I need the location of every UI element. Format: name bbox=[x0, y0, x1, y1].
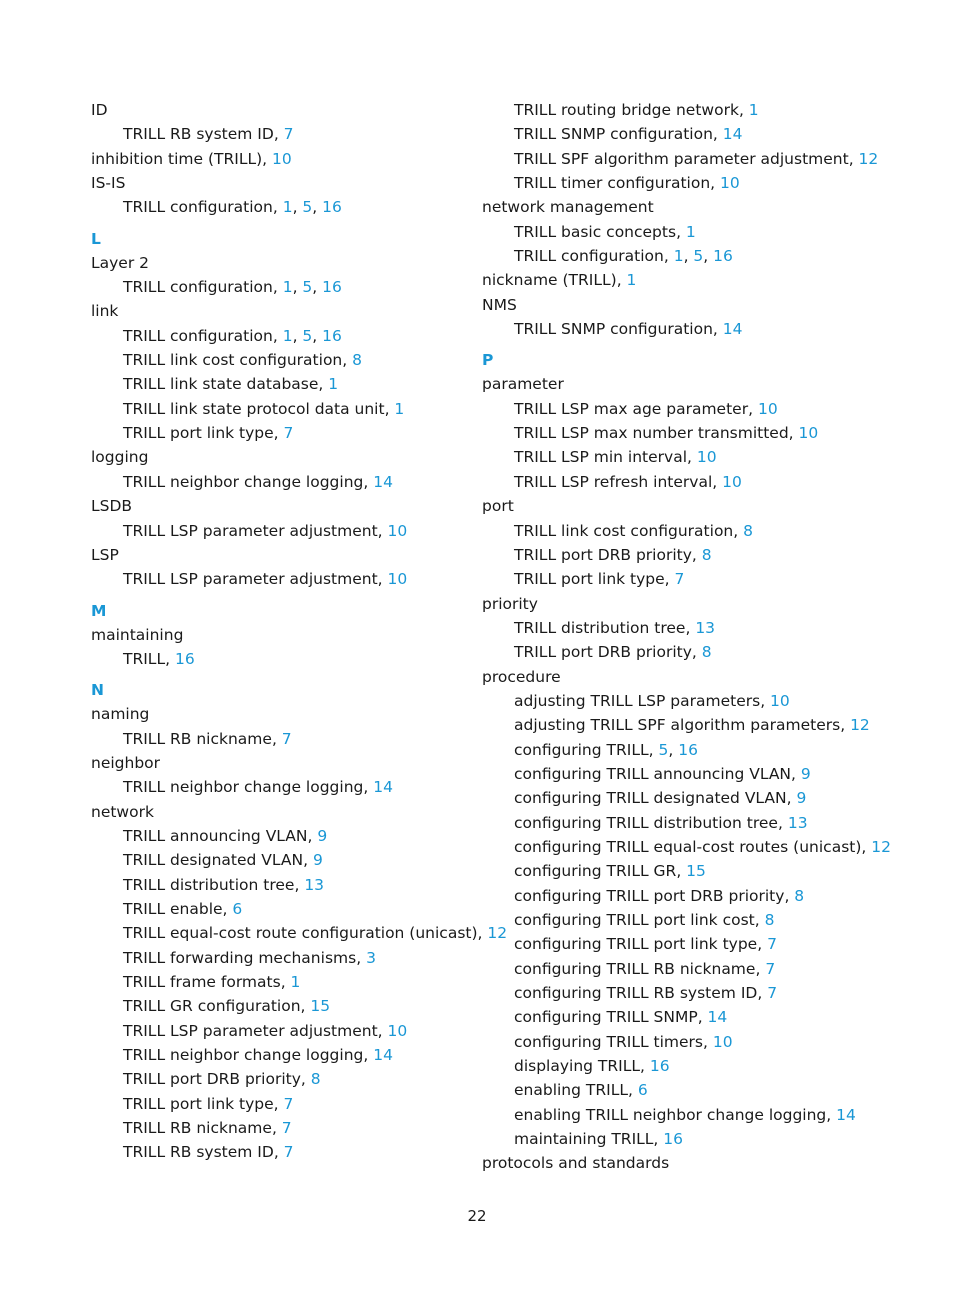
page-link-trill-port-drb-priority-0[interactable]: 8 bbox=[310, 1070, 321, 1089]
index-subentry: TRILL port DRB priority, 8 bbox=[123, 1070, 321, 1089]
index-term bbox=[91, 494, 531, 518]
page-link-trill-port-drb-priority-0[interactable]: 8 bbox=[701, 643, 712, 662]
page-link-trill-lsp-refresh-interval-0[interactable]: 10 bbox=[722, 472, 742, 491]
entry-label: parameter bbox=[482, 375, 564, 394]
entry-label: TRILL link cost configuration bbox=[514, 521, 734, 540]
entry-label: TRILL port DRB priority bbox=[514, 643, 692, 662]
page-link-trill-port-link-type-0[interactable]: 7 bbox=[283, 424, 294, 443]
entry-label: TRILL SNMP configuration bbox=[514, 125, 713, 144]
page-link-trill-lsp-parameter-adjustment-0[interactable]: 10 bbox=[387, 521, 408, 540]
index-term bbox=[91, 702, 531, 726]
page-link-trill-forwarding-mechanisms-0[interactable]: 3 bbox=[366, 948, 376, 967]
index-term bbox=[91, 751, 531, 775]
index-subentry: configuring TRILL RB system ID, 7 bbox=[514, 984, 778, 1003]
index-subentry: TRILL enable, 6 bbox=[123, 899, 243, 918]
page-link-configuring-trill-rb-nickname-0[interactable]: 7 bbox=[765, 959, 776, 978]
index-subentry: TRILL GR configuration, 15 bbox=[123, 997, 331, 1016]
entry-label: port bbox=[482, 497, 514, 516]
entry-label: maintaining bbox=[91, 625, 184, 644]
entry-label: configuring TRILL GR bbox=[514, 862, 677, 881]
index-subentry: adjusting TRILL LSP parameters, 10 bbox=[514, 691, 790, 710]
page-link-trill-designated-vlan-0[interactable]: 9 bbox=[312, 851, 323, 870]
index-subentry: TRILL link cost configuration, 8 bbox=[123, 351, 362, 370]
page-link-nickname-trill-0[interactable]: 1 bbox=[626, 271, 637, 290]
page-link-trill-spf-algorithm-parameter-adjustment-0[interactable]: 12 bbox=[858, 149, 879, 168]
page-link-trill-announcing-vlan-0[interactable]: 9 bbox=[317, 826, 328, 845]
page-link-trill-configuration-0[interactable]: 1 bbox=[673, 247, 684, 266]
page-link-configuring-trill-equal-cost-routes-unicast-0[interactable]: 12 bbox=[871, 837, 891, 856]
index-term bbox=[482, 592, 922, 616]
index-subentry: TRILL equal-cost route configuration (unicast), 12 bbox=[123, 924, 508, 943]
index-subentry: TRILL designated VLAN, 9 bbox=[123, 851, 323, 870]
page-link-trill-configuration-1[interactable]: 5 bbox=[302, 278, 313, 297]
page-link-trill-neighbor-change-logging-0[interactable]: 14 bbox=[373, 472, 393, 491]
page-link-trill-neighbor-change-logging-0[interactable]: 14 bbox=[373, 1046, 393, 1065]
entry-label: displaying TRILL bbox=[514, 1057, 641, 1076]
entry-label: network management bbox=[482, 198, 654, 217]
entry-label: adjusting TRILL SPF algorithm parameters bbox=[514, 716, 841, 735]
page-link-inhibition-time-trill-0[interactable]: 10 bbox=[272, 149, 292, 168]
entry-label: naming bbox=[91, 705, 150, 724]
entry-label: TRILL port link type bbox=[123, 1094, 274, 1113]
page-link-trill-rb-nickname-0[interactable]: 7 bbox=[281, 729, 292, 748]
index-letter-heading: P bbox=[482, 351, 494, 370]
entry-label: TRILL neighbor change logging bbox=[123, 472, 364, 491]
page-link-trill-link-cost-configuration-0[interactable]: 8 bbox=[743, 521, 753, 540]
index-term bbox=[482, 195, 922, 219]
page-link-configuring-trill-gr-0[interactable]: 15 bbox=[686, 862, 706, 881]
entry-label: maintaining TRILL bbox=[514, 1130, 654, 1149]
entry-label: priority bbox=[482, 594, 538, 613]
page-number: 22 bbox=[467, 1207, 487, 1225]
entry-label: configuring TRILL SNMP bbox=[514, 1008, 698, 1027]
page-link-trill-configuration-0[interactable]: 1 bbox=[282, 326, 293, 345]
page-link-enabling-trill-neighbor-change-logging-0[interactable]: 14 bbox=[836, 1105, 856, 1124]
page-link-configuring-trill-port-drb-priority-0[interactable]: 8 bbox=[794, 886, 805, 905]
entry-label: configuring TRILL RB system ID bbox=[514, 984, 758, 1003]
page-link-configuring-trill-1[interactable]: 16 bbox=[678, 740, 698, 759]
index-subentry: TRILL LSP refresh interval, 10 bbox=[514, 472, 742, 491]
index-term bbox=[482, 293, 922, 317]
index-subentry: maintaining TRILL, 16 bbox=[514, 1130, 684, 1149]
index-subentry: TRILL routing bridge network, 1 bbox=[514, 101, 759, 119]
entry-label: LSDB bbox=[91, 497, 133, 516]
page-link-trill-link-state-database-0[interactable]: 1 bbox=[328, 375, 339, 394]
page-link-trill-link-state-protocol-data-unit-0[interactable]: 1 bbox=[394, 399, 405, 418]
index-term bbox=[91, 445, 531, 469]
entry-label: TRILL GR configuration bbox=[123, 997, 301, 1016]
entry-label: TRILL basic concepts bbox=[514, 222, 677, 241]
page-link-configuring-trill-0[interactable]: 5 bbox=[658, 740, 669, 759]
entry-label: TRILL neighbor change logging bbox=[123, 1046, 364, 1065]
index-column-left bbox=[91, 98, 531, 1165]
page-link-trill-port-drb-priority-0[interactable]: 8 bbox=[701, 545, 712, 564]
index-subentry: TRILL link state protocol data unit, 1 bbox=[123, 399, 405, 418]
entry-label: network bbox=[91, 802, 154, 821]
index-subentry: TRILL port link type, 7 bbox=[123, 1094, 294, 1113]
index-term: inhibition time (TRILL), 10 bbox=[91, 149, 292, 168]
index-subentry: configuring TRILL, 5, 16 bbox=[514, 740, 698, 759]
page-link-trill-lsp-max-number-transmitted-0[interactable]: 10 bbox=[798, 424, 819, 443]
index-subentry: TRILL RB system ID, 7 bbox=[123, 125, 294, 144]
entry-label: configuring TRILL equal-cost routes (unicast) bbox=[514, 837, 862, 856]
page-link-trill-lsp-parameter-adjustment-0[interactable]: 10 bbox=[387, 570, 408, 589]
index-letter-heading: N bbox=[91, 681, 104, 700]
index-subentry: TRILL configuration, 1, 5, 16 bbox=[123, 326, 342, 345]
entry-label: TRILL neighbor change logging bbox=[123, 778, 364, 797]
page-link-trill-rb-nickname-0[interactable]: 7 bbox=[281, 1119, 292, 1138]
index-subentry: configuring TRILL port DRB priority, 8 bbox=[514, 886, 805, 905]
entry-label: TRILL LSP parameter adjustment bbox=[123, 570, 378, 589]
index-subentry: TRILL LSP parameter adjustment, 10 bbox=[123, 1021, 408, 1040]
index-subentry: TRILL SNMP configuration, 14 bbox=[514, 125, 743, 144]
index-subentry: TRILL timer configuration, 10 bbox=[514, 174, 740, 193]
index-subentry: configuring TRILL timers, 10 bbox=[514, 1032, 733, 1051]
index-subentry: TRILL basic concepts, 1 bbox=[514, 222, 696, 241]
index-subentry: TRILL LSP min interval, 10 bbox=[514, 448, 717, 467]
entry-label: NMS bbox=[482, 295, 517, 314]
page-link-configuring-trill-timers-0[interactable]: 10 bbox=[712, 1032, 733, 1051]
entry-label: TRILL configuration bbox=[123, 326, 273, 345]
index-term bbox=[91, 251, 531, 275]
index-subentry: configuring TRILL SNMP, 14 bbox=[514, 1008, 728, 1027]
page-link-trill-configuration-0[interactable]: 1 bbox=[282, 198, 293, 217]
entry-label: TRILL configuration bbox=[123, 198, 273, 217]
entry-label: TRILL RB nickname bbox=[123, 729, 272, 748]
entry-label: configuring TRILL timers bbox=[514, 1032, 703, 1051]
page-link-trill-lsp-max-age-parameter-0[interactable]: 10 bbox=[757, 399, 778, 418]
page-link-configuring-trill-announcing-vlan-0[interactable]: 9 bbox=[800, 764, 811, 783]
entry-label: logging bbox=[91, 448, 149, 467]
index-term bbox=[91, 171, 531, 195]
page-link-configuring-trill-port-link-cost-0[interactable]: 8 bbox=[764, 911, 775, 929]
page-link-trill-configuration-2[interactable]: 16 bbox=[322, 198, 342, 217]
index-subentry: TRILL neighbor change logging, 14 bbox=[123, 472, 393, 491]
page-link-configuring-trill-distribution-tree-0[interactable]: 13 bbox=[787, 813, 808, 832]
index-term bbox=[91, 299, 531, 323]
index-subentry: TRILL port link type, 7 bbox=[123, 424, 294, 443]
index-column-right bbox=[482, 98, 922, 1176]
page-link-enabling-trill-0[interactable]: 6 bbox=[637, 1081, 648, 1100]
entry-label: TRILL routing bridge network bbox=[514, 101, 739, 119]
entry-label: TRILL distribution tree bbox=[514, 618, 686, 637]
index-subentry: configuring TRILL distribution tree, 13 bbox=[514, 813, 808, 832]
page-link-trill-snmp-configuration-0[interactable]: 14 bbox=[722, 320, 743, 339]
entry-label: configuring TRILL port link cost bbox=[514, 911, 755, 929]
entry-label: configuring TRILL distribution tree bbox=[514, 813, 778, 832]
page-link-trill-basic-concepts-0[interactable]: 1 bbox=[685, 222, 696, 241]
index-letter-heading: L bbox=[91, 229, 101, 248]
entry-label: configuring TRILL RB nickname bbox=[514, 959, 756, 978]
page-link-trill-neighbor-change-logging-0[interactable]: 14 bbox=[373, 778, 393, 797]
entry-label: protocols and standards bbox=[482, 1154, 670, 1173]
page-link-trill-rb-system-id-0[interactable]: 7 bbox=[283, 125, 294, 144]
entry-label: LSP bbox=[91, 545, 119, 564]
entry-label: nickname (TRILL) bbox=[482, 271, 617, 290]
entry-label: configuring TRILL port link type bbox=[514, 935, 758, 954]
index-subentry: TRILL announcing VLAN, 9 bbox=[123, 826, 328, 845]
page-link-configuring-trill-port-link-type-0[interactable]: 7 bbox=[767, 935, 777, 954]
index-term bbox=[482, 665, 922, 689]
page-link-trill-configuration-1[interactable]: 5 bbox=[693, 247, 704, 266]
index-subentry: TRILL LSP parameter adjustment, 10 bbox=[123, 570, 408, 589]
index-subentry: configuring TRILL port link cost, 8 bbox=[514, 911, 775, 929]
entry-label: TRILL link state protocol data unit bbox=[123, 399, 385, 418]
entry-label: enabling TRILL neighbor change logging bbox=[514, 1105, 827, 1124]
entry-label: TRILL LSP parameter adjustment bbox=[123, 521, 378, 540]
entry-label: TRILL configuration bbox=[514, 247, 664, 266]
index-term bbox=[482, 494, 922, 518]
entry-label: neighbor bbox=[91, 753, 161, 772]
page-link-adjusting-trill-spf-algorithm-parameters-0[interactable]: 12 bbox=[850, 716, 870, 735]
index-subentry: TRILL port link type, 7 bbox=[514, 570, 685, 589]
page-link-trill-configuration-2[interactable]: 16 bbox=[713, 247, 733, 266]
index-subentry: TRILL LSP max number transmitted, 10 bbox=[514, 424, 819, 443]
page-link-trill-frame-formats-0[interactable]: 1 bbox=[290, 973, 301, 991]
index-subentry: TRILL RB system ID, 7 bbox=[123, 1143, 294, 1162]
entry-label: TRILL forwarding mechanisms bbox=[123, 948, 357, 967]
entry-label: TRILL bbox=[123, 649, 166, 668]
entry-label: TRILL configuration bbox=[123, 278, 273, 297]
index-subentry: configuring TRILL port link type, 7 bbox=[514, 935, 777, 954]
entry-label: TRILL SNMP configuration bbox=[514, 320, 713, 339]
entry-label: Layer 2 bbox=[91, 253, 150, 272]
page-link-trill-link-cost-configuration-0[interactable]: 8 bbox=[352, 351, 362, 370]
index-subentry: enabling TRILL, 6 bbox=[514, 1081, 648, 1100]
page-link-trill-0[interactable]: 16 bbox=[174, 649, 195, 668]
entry-label: TRILL distribution tree bbox=[123, 875, 295, 894]
index-letter-heading: M bbox=[91, 601, 107, 620]
entry-label: TRILL SPF algorithm parameter adjustment bbox=[514, 149, 849, 168]
index-term bbox=[91, 543, 531, 567]
index-subentry: TRILL, 16 bbox=[123, 649, 195, 668]
index-subentry: TRILL RB nickname, 7 bbox=[123, 1119, 292, 1138]
entry-label: ID bbox=[91, 101, 108, 119]
page-link-maintaining-trill-0[interactable]: 16 bbox=[663, 1130, 684, 1149]
entry-label: TRILL announcing VLAN bbox=[123, 826, 308, 845]
page-link-trill-enable-0[interactable]: 6 bbox=[232, 899, 243, 918]
index-subentry: displaying TRILL, 16 bbox=[514, 1057, 670, 1076]
index-subentry: configuring TRILL designated VLAN, 9 bbox=[514, 789, 807, 808]
entry-label: configuring TRILL bbox=[514, 740, 649, 759]
index-term bbox=[482, 372, 922, 396]
entry-label: TRILL timer configuration bbox=[514, 174, 711, 193]
page-link-configuring-trill-rb-system-id-0[interactable]: 7 bbox=[767, 984, 778, 1003]
entry-label: TRILL port DRB priority bbox=[514, 545, 692, 564]
entry-label: procedure bbox=[482, 667, 561, 686]
entry-label: link bbox=[91, 302, 119, 321]
entry-label: enabling TRILL bbox=[514, 1081, 628, 1100]
entry-label: TRILL port link type bbox=[123, 424, 274, 443]
page-link-trill-timer-configuration-0[interactable]: 10 bbox=[720, 174, 740, 193]
page-link-displaying-trill-0[interactable]: 16 bbox=[649, 1057, 670, 1076]
page-link-trill-port-link-type-0[interactable]: 7 bbox=[283, 1094, 294, 1113]
entry-label: configuring TRILL port DRB priority bbox=[514, 886, 785, 905]
index-subentry: enabling TRILL neighbor change logging, 14 bbox=[514, 1105, 856, 1124]
index-subentry: TRILL frame formats, 1 bbox=[123, 973, 301, 991]
index-term bbox=[91, 800, 531, 824]
page-link-trill-configuration-2[interactable]: 16 bbox=[322, 326, 342, 345]
page-link-trill-lsp-min-interval-0[interactable]: 10 bbox=[696, 448, 717, 467]
index-term bbox=[482, 1151, 922, 1175]
index-subentry: TRILL neighbor change logging, 14 bbox=[123, 1046, 393, 1065]
page-link-configuring-trill-snmp-0[interactable]: 14 bbox=[707, 1008, 728, 1027]
entry-label: TRILL LSP refresh interval bbox=[514, 472, 713, 491]
index-subentry: TRILL port DRB priority, 8 bbox=[514, 545, 712, 564]
entry-label: TRILL LSP max number transmitted bbox=[514, 424, 789, 443]
index-subentry: TRILL distribution tree, 13 bbox=[514, 618, 716, 637]
index-subentry: adjusting TRILL SPF algorithm parameters, 12 bbox=[514, 716, 870, 735]
page-link-trill-distribution-tree-0[interactable]: 13 bbox=[304, 875, 325, 894]
index-subentry: TRILL configuration, 1, 5, 16 bbox=[514, 247, 733, 266]
index-term bbox=[91, 623, 531, 647]
index-subentry: configuring TRILL GR, 15 bbox=[514, 862, 706, 881]
index-subentry: TRILL link state database, 1 bbox=[123, 375, 339, 394]
entry-label: TRILL equal-cost route configuration (unicast) bbox=[123, 924, 478, 943]
index-subentry: TRILL link cost configuration, 8 bbox=[514, 521, 753, 540]
entry-label: TRILL RB system ID bbox=[123, 1143, 274, 1162]
entry-label: IS-IS bbox=[91, 174, 126, 193]
page-link-trill-gr-configuration-0[interactable]: 15 bbox=[310, 997, 331, 1016]
entry-label: TRILL port link type bbox=[514, 570, 665, 589]
entry-label: TRILL designated VLAN bbox=[123, 851, 304, 870]
entry-label: TRILL enable bbox=[123, 899, 223, 918]
index-subentry: TRILL LSP max age parameter, 10 bbox=[514, 399, 778, 418]
page-link-trill-port-link-type-0[interactable]: 7 bbox=[674, 570, 685, 589]
entry-label: TRILL LSP max age parameter bbox=[514, 399, 749, 418]
index-subentry: TRILL RB nickname, 7 bbox=[123, 729, 292, 748]
index-subentry: configuring TRILL equal-cost routes (unicast), 12 bbox=[514, 837, 891, 856]
entry-label: TRILL RB system ID bbox=[123, 125, 274, 144]
page-link-trill-equal-cost-route-configuration-unicast-0[interactable]: 12 bbox=[487, 924, 508, 943]
index-subentry: TRILL neighbor change logging, 14 bbox=[123, 778, 393, 797]
entry-label: TRILL link state database bbox=[123, 375, 319, 394]
page-link-trill-configuration-2[interactable]: 16 bbox=[322, 278, 342, 297]
index-subentry: TRILL port DRB priority, 8 bbox=[514, 643, 712, 662]
page-link-trill-distribution-tree-0[interactable]: 13 bbox=[695, 618, 716, 637]
index-subentry: configuring TRILL RB nickname, 7 bbox=[514, 959, 776, 978]
index-subentry: TRILL configuration, 1, 5, 16 bbox=[123, 198, 342, 217]
index-term: nickname (TRILL), 1 bbox=[482, 271, 637, 290]
entry-label: inhibition time (TRILL) bbox=[91, 149, 263, 168]
index-subentry: configuring TRILL announcing VLAN, 9 bbox=[514, 764, 811, 783]
entry-label: TRILL LSP min interval bbox=[514, 448, 688, 467]
page-link-trill-lsp-parameter-adjustment-0[interactable]: 10 bbox=[387, 1021, 408, 1040]
page-link-trill-routing-bridge-network-0[interactable]: 1 bbox=[748, 101, 759, 119]
entry-label: configuring TRILL announcing VLAN bbox=[514, 764, 792, 783]
page-link-configuring-trill-designated-vlan-0[interactable]: 9 bbox=[796, 789, 807, 808]
entry-label: TRILL LSP parameter adjustment bbox=[123, 1021, 378, 1040]
index-term bbox=[91, 98, 531, 122]
page-link-trill-configuration-1[interactable]: 5 bbox=[302, 326, 313, 345]
entry-label: TRILL link cost configuration bbox=[123, 351, 343, 370]
index-subentry: TRILL forwarding mechanisms, 3 bbox=[123, 948, 376, 967]
index-subentry: TRILL SNMP configuration, 14 bbox=[514, 320, 743, 339]
index-subentry: TRILL LSP parameter adjustment, 10 bbox=[123, 521, 408, 540]
entry-label: TRILL RB nickname bbox=[123, 1119, 272, 1138]
entry-label: TRILL port DRB priority bbox=[123, 1070, 301, 1089]
entry-label: configuring TRILL designated VLAN bbox=[514, 789, 787, 808]
page-link-trill-configuration-1[interactable]: 5 bbox=[302, 198, 313, 217]
page-link-trill-configuration-0[interactable]: 1 bbox=[282, 278, 293, 297]
page-link-trill-rb-system-id-0[interactable]: 7 bbox=[283, 1143, 294, 1162]
page-link-adjusting-trill-lsp-parameters-0[interactable]: 10 bbox=[770, 691, 790, 710]
index-subentry: TRILL SPF algorithm parameter adjustment, 12 bbox=[514, 149, 879, 168]
index-subentry: TRILL distribution tree, 13 bbox=[123, 875, 325, 894]
index-subentry: TRILL configuration, 1, 5, 16 bbox=[123, 278, 342, 297]
entry-label: TRILL frame formats bbox=[123, 973, 281, 991]
entry-label: adjusting TRILL LSP parameters bbox=[514, 691, 761, 710]
page-link-trill-snmp-configuration-0[interactable]: 14 bbox=[722, 125, 743, 144]
